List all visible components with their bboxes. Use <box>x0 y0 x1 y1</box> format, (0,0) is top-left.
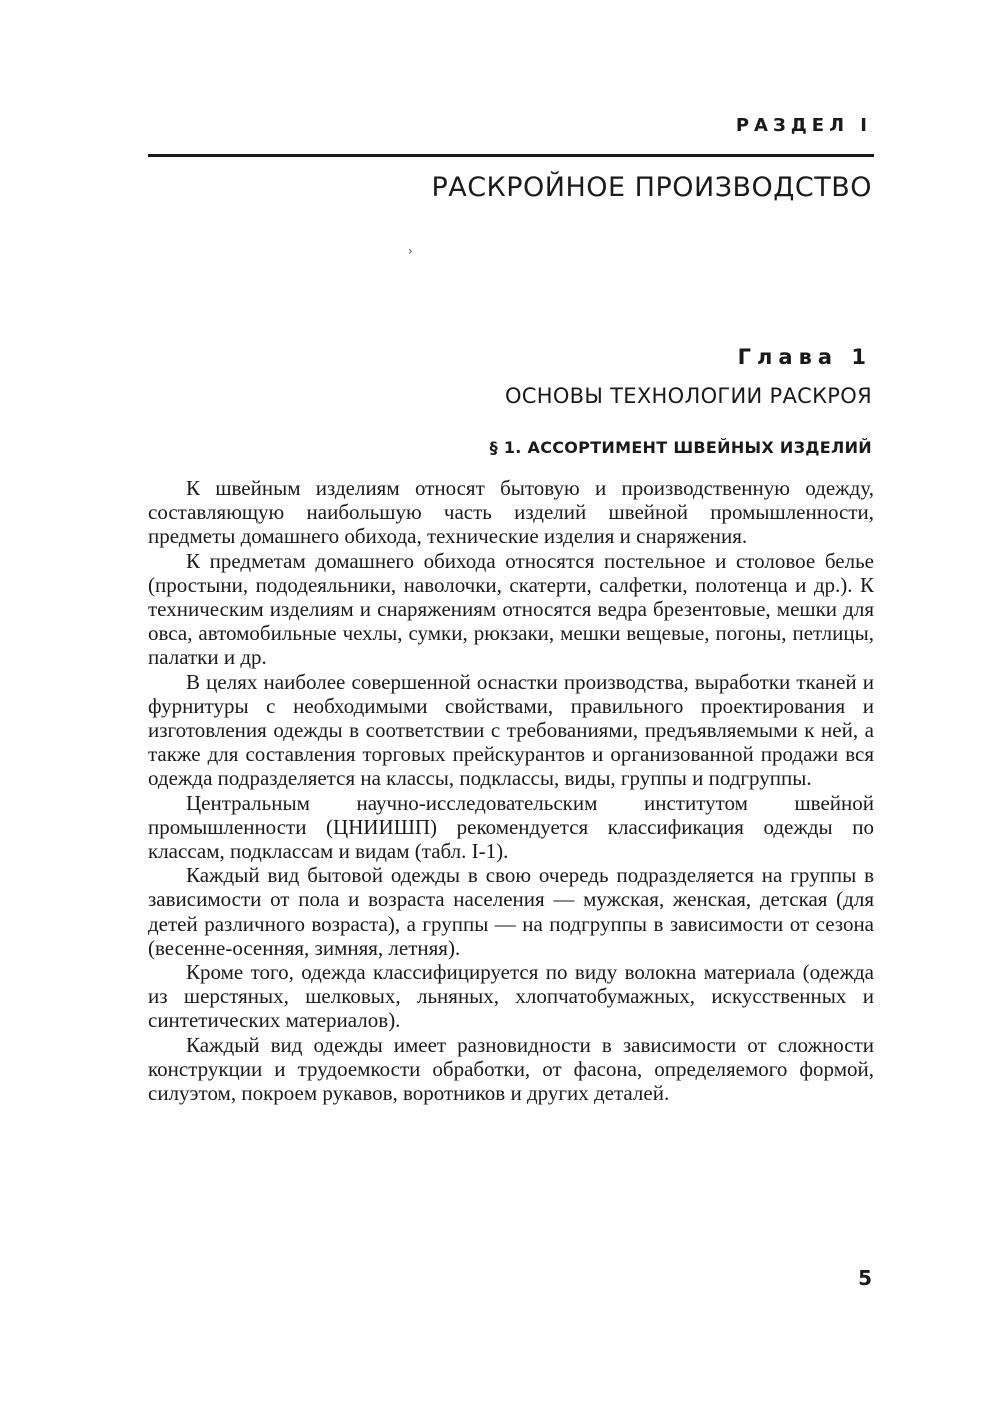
body-paragraph: Центральным научно-исследовательским институтом швейной промышленности (ЦНИИШП) рекомендуется классификация одежды по классам, подклассам и видам (табл. I-1). <box>148 790 874 864</box>
header-rule <box>148 154 874 157</box>
body-paragraph: Каждый вид бытовой одежды в свою очередь подразделяется на группы в зависимости от пола и возраста населения — мужская, женская, детская (для детей различного возраста), а группы — на подгруппы в зависимости от сезона (весенне-осенняя, зимняя, летняя). <box>148 863 874 960</box>
body-paragraph: Кроме того, одежда классифицируется по виду волокна материала (одежда из шерстяных, шелковых, льняных, хлопчатобумажных, искусственных и синтетических материалов). <box>148 960 874 1033</box>
chapter-title: ОСНОВЫ ТЕХНОЛОГИИ РАСКРОЯ <box>504 384 872 408</box>
body-paragraph: К швейным изделиям относят бытовую и производственную одежду, составляющую наибольшую часть изделий швейной промышленности, предметы домашнего обихода, технические изделия и снаряжения. <box>148 476 874 549</box>
body-paragraph: В целях наиболее совершенной оснастки производства, выработки тканей и фурнитуры с необходимыми свойствами, правильного проектирования и изготовления одежды в соответствии с требованиями, предъявляемыми к ней, а также для составления торговых прейскурантов и организованной продажи вся одежда подразделяется на классы, подклассы, виды, группы и подгруппы. <box>148 669 874 791</box>
section-label: РАЗДЕЛ I <box>735 115 872 136</box>
body-paragraph: К предметам домашнего обихода относятся постельное и столовое белье (простыни, пододеяльники, наволочки, скатерти, салфетки, полотенца и др.). К техническим изделиям и снаряжениям относятся ведра брезентовые, мешки для овса, автомобильные чехлы, сумки, рюкзаки, мешки вещевые, погоны, петлицы, палатки и др. <box>148 548 874 670</box>
body-paragraph: Каждый вид одежды имеет разновидности в зависимости от сложности конструкции и трудоемкости обработки, от фасона, определяемого формой, силуэтом, покроем рукавов, воротников и других деталей. <box>148 1032 874 1106</box>
page-number: 5 <box>858 1266 872 1290</box>
chapter-label: Глава 1 <box>737 345 872 369</box>
section-title: РАСКРОЙНОЕ ПРОИЗВОДСТВО <box>431 172 872 203</box>
body-text <box>148 476 874 1105</box>
paragraph-title: § 1. АССОРТИМЕНТ ШВЕЙНЫХ ИЗДЕЛИЙ <box>489 438 872 457</box>
print-speck-mark: › <box>408 244 413 258</box>
